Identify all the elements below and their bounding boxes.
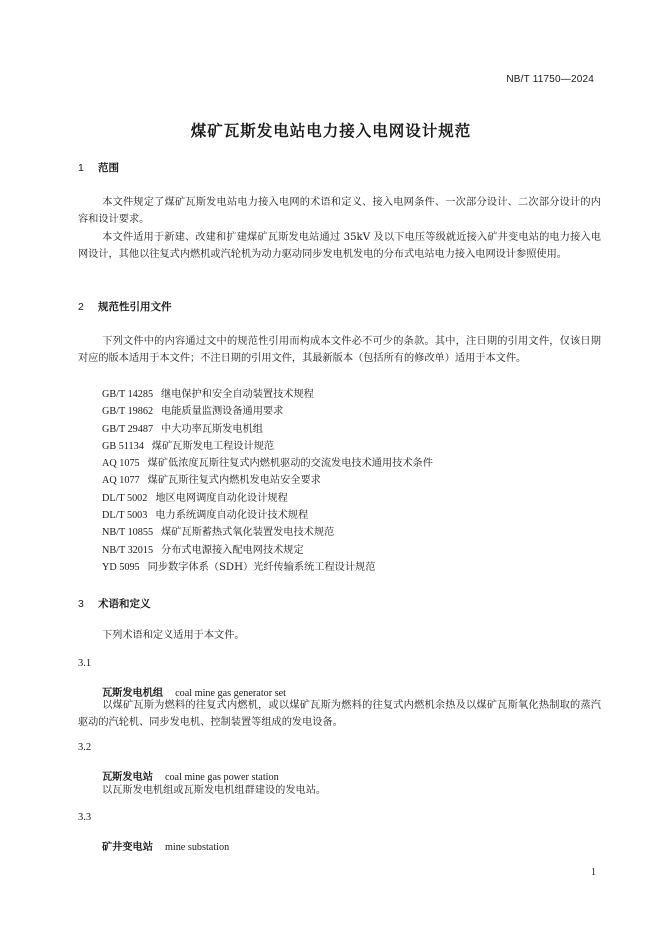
reference-item: YD 5095 同步数字体系（SDH）光纤传输系统工程设计规范 [102, 561, 376, 573]
reference-item: GB/T 29487 中大功率瓦斯发电机组 [102, 423, 263, 435]
reference-item: AQ 1075 煤矿低浓度瓦斯往复式内燃机驱动的交流发电技术通用技术条件 [102, 458, 433, 470]
term-number: 3.3 [78, 812, 92, 823]
paragraph: 本文件适用于新建、改建和扩建煤矿瓦斯发电站通过 35kV 及以下电压等级就近接入矿井变电站的电力接入电网设计，其他以往复式内燃机或汽轮机为动力驱动同步发电机发电的分布式电站电力接入电网设计参照使用。 [78, 232, 601, 260]
section-3-heading [78, 596, 151, 611]
section-title: 术语和定义 [98, 598, 151, 610]
reference-item: GB/T 14285 继电保护和安全自动装置技术规程 [102, 389, 314, 400]
term-en: coal mine gas power station [164, 772, 279, 783]
page-number: 1 [591, 867, 596, 878]
document-title: 煤矿瓦斯发电站电力接入电网设计规范 [190, 122, 472, 140]
paragraph: 下列术语和定义适用于本文件。 [102, 630, 245, 641]
term-entry [102, 768, 279, 783]
reference-item: GB 51134 煤矿瓦斯发电工程设计规范 [102, 440, 275, 452]
doc-code: NB/T 11750—2024 [506, 74, 594, 85]
section-title: 规范性引用文件 [98, 301, 172, 313]
reference-item: NB/T 10855 煤矿瓦斯蓄热式氧化装置发电技术规范 [102, 527, 335, 539]
term-en: coal mine gas generator set [175, 688, 287, 699]
term-definition: 以瓦斯发电机组或瓦斯发电机组群建设的发电站。 [102, 785, 327, 796]
section-1-heading [78, 160, 119, 175]
section-2-heading [78, 299, 172, 314]
reference-item: DL/T 5002 地区电网调度自动化设计规程 [102, 492, 288, 504]
section-number: 2 [78, 301, 84, 313]
section-title: 范围 [98, 162, 119, 174]
term-zh: 矿井变电站 [102, 842, 153, 853]
term-number: 3.1 [78, 658, 92, 669]
term-zh: 瓦斯发电站 [102, 772, 153, 783]
reference-item: DL/T 5003 电力系统调度自动化设计技术规程 [102, 510, 309, 522]
reference-list [102, 386, 433, 576]
term-definition: 以煤矿瓦斯为燃料的往复式内燃机，或以煤矿瓦斯为燃料的往复式内燃机余热及以煤矿瓦斯氧化热制取的蒸汽驱动的汽轮机、同步发电机、控制装置等组成的发电设备。 [78, 700, 601, 728]
term-zh: 瓦斯发电机组 [102, 688, 164, 699]
reference-item: GB/T 19862 电能质量监测设备通用要求 [102, 406, 284, 418]
term-en: mine substation [164, 842, 230, 853]
term-number: 3.2 [78, 742, 92, 753]
section-number: 1 [78, 162, 84, 174]
section-number: 3 [78, 598, 84, 610]
term-entry [102, 838, 229, 853]
reference-item: AQ 1077 煤矿瓦斯往复式内燃机发电站安全要求 [102, 475, 321, 487]
reference-item: NB/T 32015 分布式电源接入配电网技术规定 [102, 544, 304, 556]
paragraph: 本文件规定了煤矿瓦斯发电站电力接入电网的术语和定义、接入电网条件、一次部分设计、二次部分设计的内容和设计要求。 [78, 197, 601, 225]
paragraph: 下列文件中的内容通过文中的规范性引用而构成本文件必不可少的条款。其中，注日期的引用文件，仅该日期对应的版本适用于本文件；不注日期的引用文件，其最新版本（包括所有的修改单）适用于本文件。 [78, 336, 601, 364]
